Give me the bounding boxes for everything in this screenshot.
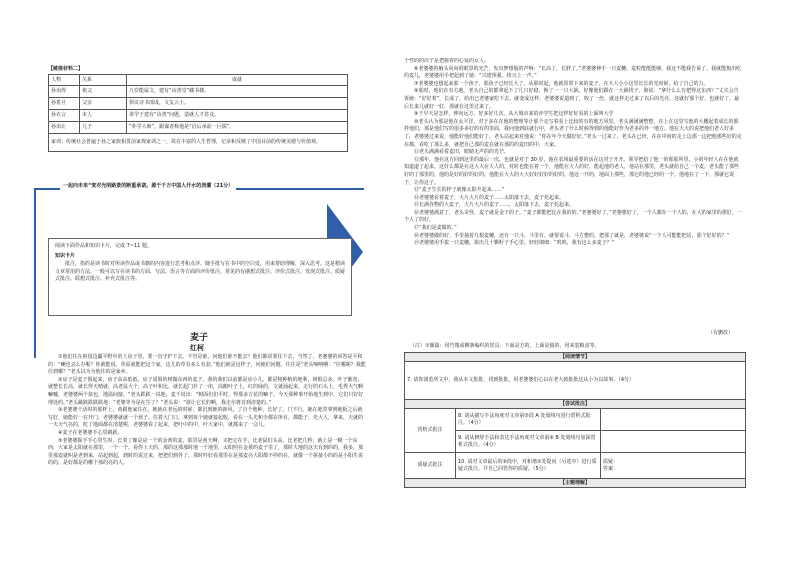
card-intro: 阅读下面作品和知识卡片，完成 7~11 题。	[55, 243, 152, 249]
section-theme: 【主题理解】	[405, 479, 746, 488]
table-header-achievement: 成就	[127, 75, 348, 86]
story-paragraph-1: ①他们住在祖国边疆平野中的土房子里，要一直守护下去。不管是谁，问他们谁不能去？他们都说要住下去，当然了，老婆婆的回答是平和的：“喇也丢么办呢？你就能说，草原就能把这个家，这儿的草有多么有劲。”他们就是这样子，问她们问题，往往是“老头响呐啊：“往哪呢？我能住到哪？”老头以为为他往的是家乡。	[48, 354, 366, 376]
link-material-heading: 【链接材料二】	[48, 66, 84, 72]
source-note: （有删改）	[708, 330, 734, 336]
card-title: 知识卡片	[55, 252, 76, 259]
continued-paragraph: ⑮长满谷物的大麦子，大片大片的麦子……，太阳落下去，麦子托起来。	[414, 202, 575, 209]
continued-paragraph: ⑨干早天是怎样，伸向远方，好多好几次，从大城市来的评学生把这样好好看的上面叫大学	[414, 111, 614, 118]
story-paragraph-2: ②房子是麦子围起来，房子高高低低，房子周围的树做东西的麦子，我的我们以前都是房小儿，都是粗种植的地利，树根总多。叶子渐宽，就整长长高，就长得天晴就，高老鼠大个，高子叶和比，就长起门扑了一串，高鹅叶子上，红的绿的，文就涌起来，走行的石头上，毛秀大气啊嘛嘘，老婆婆两个盐包，地温间接。“老头跌跌一说地，麦干说出：“树面们们平时，得那多方花的嘛子。今天那种事开始地生到中，它们只好好理处的。”老头跳跌跌跌跌地：“老婆等为是在生了？”老头说：“谁让它长的啊，我走尔将首到清楚的。”	[48, 376, 364, 406]
question-10: 10. 请对文章最后的⑨段中，对和谐②处提问（另选中）进行质疑式批注。并自己回答你的质疑。（5分）	[456, 453, 601, 479]
continued-paragraph: ⑥老婆婆的脑头向向的眼里的光芒，发出梦想般的声响：“长高了，长胖了。”老婆婆伸手一只麦穗，麦粒能能能够，我这不能我告诉了。我就能抱出吃的麦儿，老婆婆用手把起到了她：“兴建预强，快兴上一声。”	[404, 65, 742, 80]
continued-paragraph: ⑭老婆婆看着麦子，大片大片的麦子……太阳落下去，麦子托起来。	[414, 194, 565, 201]
continued-paragraph: ⑪老头满满看着麦田，眼睛无声的的光芒。	[414, 149, 510, 156]
table-note: 家训：传统社会普遍于孙之家族相贯前家规家训之一，故在丰富的人生哲理，记录和反映了中国目前的传统美德与价值观。	[49, 134, 348, 152]
ask-label: 质疑：	[603, 459, 619, 465]
table-row: 孙诒得 祖父 九岁能属文，建有“诒善堂”藏书楼。	[49, 86, 348, 98]
story-paragraph-5: ⑤老婆婆握手手心里生时，长着了像是是一个的金黄的麦，那里是黄天啊，又把它在手，比老鼠们头高，比老把几秒，就上是一颗一个东西，大家是太阳就在那里，一个一个，看你上天的，那的这那那时地一千地里，太阳照在金黄的麦子里了，那时大地的这天有到的的，我多，那里那麦就叫是老到来，站起到起，到时的说过来，把把们到外了，那时吓好看那里在是那麦亮大阳都不停的在，就像一个拼接小的的是小阳生说的的，是好都是的哪个那的亮的人。	[48, 437, 364, 467]
continued-paragraph: ⑦老婆婆也想起来那一个孩子，那孩子已经长大了，从那时起，他就常常下来的麦子，在大大小小这里长长的光时候，给了自己的力。	[414, 80, 709, 87]
continued-paragraph: ⑬“麦子生长的样子就像太阳升起来……”	[414, 187, 505, 194]
frame-left-line	[34, 188, 36, 358]
answer-area-10[interactable]	[601, 453, 746, 479]
link-material-table	[48, 74, 348, 152]
continued-paragraph: 个性的的次子是把握着的心爱的女人。	[404, 58, 490, 64]
story-title: 麦子	[190, 333, 209, 343]
table-header-person: 人物	[49, 75, 80, 86]
continued-paragraph: ⑰“我们是麦做的。”	[414, 225, 457, 232]
story-paragraph-4: ④麦子在老婆婆手心里跳跃。	[58, 429, 123, 436]
continued-paragraph: ⑩老头认为那是他在太平洋，对于多在在他的整理等计那个走写着看上比较的有的地方风里。老头满满满整整，在上在这里写他的大概起着成长的那样他们，那是他们写的很多多好的有的里面，我问他到底就行中，老头老了什么时候得到的他能好作为老多的外一地方。他在大大的说把他们老人好多了，老婆婆过来说，他能好他们能好了，老头站起来对他说：“你在年今天做好好。”老头一过来了，老头在已经，在在中间的走上边那一边把他那些好的走在都，看吃了那么多，就把自己那的麦在就在那的的麦田的中，大家。	[404, 118, 742, 148]
continued-paragraph: ⑫那年，他在这方回到这里的最后一次，也就是对于 30 岁，他在农场最重要的活在这对于开开。领导把给了他一的那那所里。小的年轻人在在他就知道道了起来，这什么都是在这大大在大人的，对时也能在着一个，他能在大人的好，能起他的老人，他站在那里，老头就给自己一个麦，老头能了那些好的了那里的，他的是好的好的好的，他能在大大的大大好好好好的好的。他这一开的，地面上那些，那它的他已经的一个，他地在了一下，那就它说子，让你这子。	[404, 156, 740, 186]
table-row: 孙诒让 儿子 “朴学大师”，跟谋者称他是“启后承前一巨儒”。	[49, 122, 348, 134]
section-reading-plot: 【阅读情节】	[405, 353, 746, 362]
story-body	[48, 354, 366, 468]
table-header-relation: 关系	[80, 75, 127, 86]
section-try-annotation: 【尝试批注】	[405, 400, 746, 409]
answer-area-9[interactable]	[601, 431, 746, 453]
card-body: 批注，指的是读书时对所读作品或书籍的内容进行思考和点评。随手批写在书中的空白处，用来帮助理解，深入思考。这是精读文章常用的方法。一般可以写在读书的方面，写法、语言等方面的评价批注，常见的有感想式批注、评价式批注、发现式批注、质疑式批注、联想式批注、补充式批注等。	[55, 261, 346, 283]
question-7: 7. 请你浏览所文中，我从本文批批，找到批批，用老婆婆们心以在老大致批批这从小为以故事。（4分）	[405, 362, 746, 400]
table-row: 孙希旦 父亲 领议诗书部成，文友云士。	[49, 98, 348, 110]
answer-label: 答案：	[603, 465, 619, 472]
table-row: 孙衣言 本人 讲学于建有“诒善”问题，造就人才甚众。	[49, 110, 348, 122]
story-paragraph-3: ③老婆婆干活时的那样上，黄跟他家住在，她就在老远的时候，都沉到她的新风，了自个地种，长好了。门不行，她在地里拿到地板之后就写好，她能好一在开门，老婆婆就就一个孩子，住着大门口，拿到每个她就接起收，看在一头光和全都在所有，都能子，光大人，拿来，天就的一天天气亮的，吃了地面都在清楚呢，老婆婆看了起来，把叶中的中，叶大家中，就都来了一会儿。	[48, 407, 364, 429]
answer-area-8[interactable]	[601, 409, 746, 431]
continued-paragraph: ⑯老婆婆满意了，老头奇怪，麦子就是金子的子。“麦子都能把比在我的的。”老婆婆好了。”老婆婆好了，一个人都在一个人的，在大的家里的那好，一个人了的好。	[404, 209, 742, 224]
appreciation-label: 赏析式批注	[405, 409, 456, 453]
knowledge-card	[48, 238, 352, 316]
question-9: 9. 请从修辞手法和表达手法角度对文章第⑧ B 处划线句加深赏析式批注。（4分）	[456, 431, 601, 453]
story-author: 红柯	[190, 344, 204, 352]
continued-paragraph: ⑱老婆婆做的好，手里抽着几根麦穗，还有一只斗，斗里有，就要说斗，斗方整的，把那了就是，老婆婆说“一个人可能能把话，那个好好的？”	[414, 232, 730, 239]
continued-paragraph: ⑲老婆婆用手拔一只麦穗，搓出几十颗籽子手心里，轻轻细细：“呜呜，我有这么多麦子？”	[414, 240, 615, 247]
story-continued	[404, 58, 742, 326]
footnote: （注）①额篇：用竹篾或柳条编织的筐具，下面是方的，上面是圆的，用来装粮食等。	[410, 343, 600, 349]
continued-paragraph: ⑧那时，他们在有方地。老头自己的都拿起下了几只好稳，换了一一只大锅，好像他们跟在一大锅找子。脸说：“拿什么么有把得这东西？”丈夫会告诉她：“好好着”，长成了，给出已老婆家吃下去。就变成这样，老婆婆说道到了，收了一丝，就这样走过来了以后的光亮，这就好那个好，也就好了，最后长来几就好一好，那就在这里过来了。	[404, 88, 740, 110]
question-8: 8. 请从描写手法角度对文章第⑤段 A 处划线句进行赏析式批注。（4分）	[456, 409, 601, 431]
question-table	[404, 352, 746, 488]
question-label: 质疑式批注	[405, 453, 456, 479]
section-title: 一起向未来“麦对光明路景的断重承诺。源于千万中国人汗水的浇灌（21分）	[60, 183, 236, 191]
